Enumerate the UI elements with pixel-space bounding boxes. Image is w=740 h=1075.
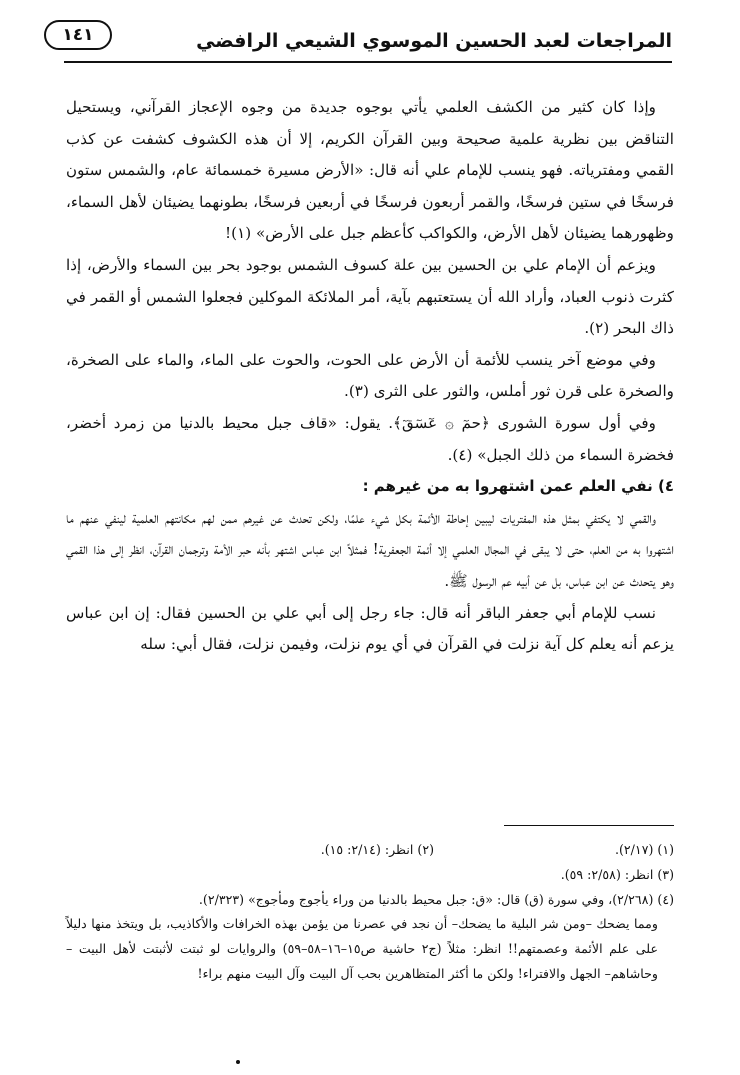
running-header [64, 28, 672, 58]
footnote-4: (٤) (٢/٢٦٨)، وفي سورة (ق) قال: «ق: جبل محيط بالدنيا من وراء يأجوج ومأجوج» (٢/٣٢٣). [198, 891, 674, 907]
page-number-badge: ١٤١ [44, 20, 112, 50]
paragraph-2: ويزعم أن الإمام علي بن الحسين بين علة كسوف الشمس بوجود بحر بين السماء والأرض، إذا كثرت ذنوب العباد، وأراد الله أن يستعتبهم بآية، أمر الملائكة الموكلين فجعلوا الشمس أو القمر في ذاك البحر (٢). [66, 255, 674, 338]
header-title: المراجعات لعبد الحسين الموسوي الشيعي الرافضي [196, 30, 672, 52]
footnotes [66, 838, 674, 987]
footnote-3: (٣) انظر: (٢/٥٨: ٥٩). [560, 866, 674, 882]
footnote-row [66, 838, 674, 863]
footnote-separator [504, 825, 674, 826]
footnote-2: (٢) انظر: (٢/١٤: ١٥). [320, 842, 434, 857]
paragraph-3: وفي موضع آخر ينسب للأئمة أن الأرض على الحوت، والحوت على الماء، والماء على الصخرة، والصخرة على قرن ثور أملس، والثور على الثرى (٣). [66, 350, 674, 401]
paragraph-4: وفي أول سورة الشورى ﴿حمٓ ۞ عٓسٓقٓ﴾. يقول: «قاف جبل محيط بالدنيا من زمرد أخضر، فخضرة السماء من ذلك الجبل» (٤). [66, 413, 674, 464]
header-rule [64, 61, 672, 63]
paragraph-6: نسب للإمام أبي جعفر الباقر أنه قال: جاء رجل إلى أبي علي بن الحسين فقال: إن ابن عباس يزعم أنه يعلم كل آية نزلت في القرآن في أي يوم نزلت، وفيمن نزلت، فقال أبي: سله [66, 603, 674, 654]
footnote-4-commentary: ومما يضحك –ومن شر البلية ما يضحك– أن نجد في عصرنا من يؤمن بهذه الخرافات والأكاذيب، بل ويتخذ منها دليلاً على علم الأئمة وعصمتهم!! انظر: مثلاً (ج٢ حاشية ص١٥–١٦–٥٨–٥٩) والروايات لو ثبتت لأثبتت لأهل البيت –وحاشاهم– الجهل والافتراء! ولكن ما أكثر المتظاهرين بحب آل البيت وآل البيت منهم براء! [66, 916, 658, 981]
paragraph-5: والقمي لا يكتفي بمثل هذه المفتريات ليبين إحاطة الأئمة بكل شيء علمًا، ولكن تحدث عن غيرهم ممن لهم مكانتهم العلمية لينفي عنهم ما اشتهروا به من العلم، حتى لا يبقى في المجال العلمي إلا أئمة الجعفرية! فمثلاً ابن عباس اشتهر بأنه حبر الأمة وترجمان القرآن، انظر إلى هذا القمي وهو يتحدث عن ابن عباس، بل عن أبيه عم الرسول ﷺ. [66, 508, 674, 590]
footnote-row [66, 863, 674, 888]
page-mark-dot [236, 1060, 240, 1064]
footnote-1: (١) (٢/١٧). [615, 842, 674, 857]
section-subheading: ٤) نفي العلم عمن اشتهروا به من غيرهم : [362, 477, 674, 496]
footnote-4-block [66, 888, 674, 987]
main-text [66, 92, 674, 661]
paragraph-1: وإذا كان كثير من الكشف العلمي يأتي بوجوه جديدة من وجوه الإعجاز القرآني، ويستحيل التناقض بين نظرية علمية صحيحة وبين القرآن الكريم، إلا أن هذه الكشوف كشفت عن كذب القمي ومفترياته. فهو ينسب للإمام علي أنه قال: «الأرض مسيرة خمسمائة عام، والشمس ستون فرسخًا في ستين فرسخًا، والقمر أربعون فرسخًا في أربعين فرسخًا، بطونهما يضيئان لأهل السماء، وظهورهما يضيئان لأهل الأرض، والكواكب كأعظم جبل على الأرض» (١)! [66, 98, 674, 243]
